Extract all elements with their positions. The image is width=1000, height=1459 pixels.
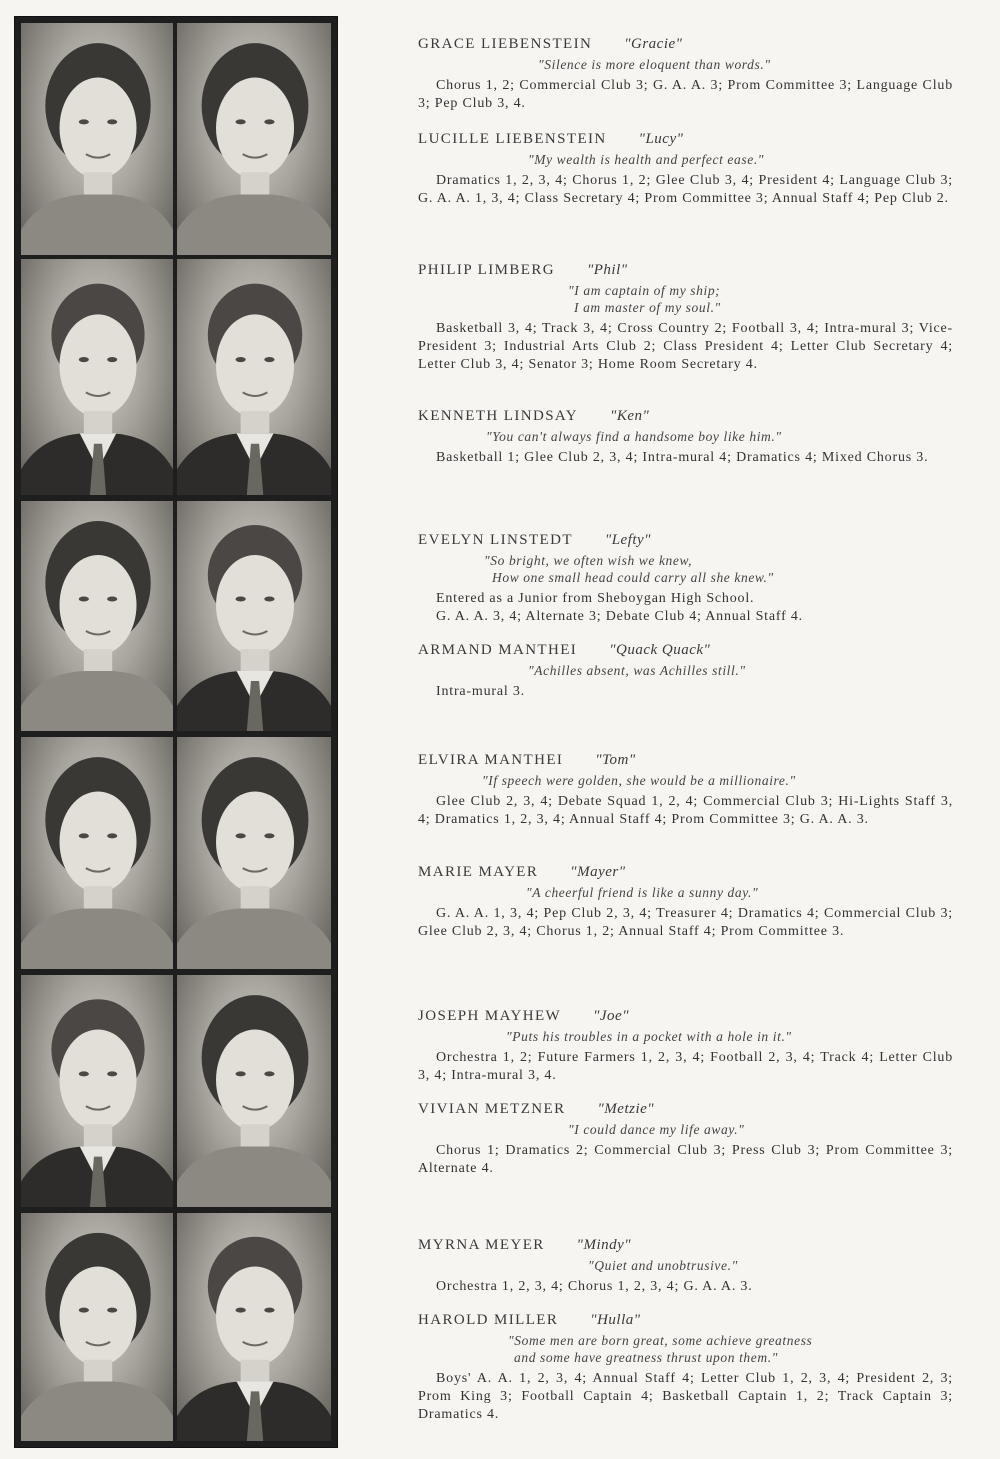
- student-nickname: "Mindy": [576, 1237, 632, 1253]
- student-activities: Basketball 1; Glee Club 2, 3, 4; Intra-mural 4; Dramatics 4; Mixed Chorus 3.: [436, 450, 929, 465]
- student-nickname: "Hulla": [590, 1312, 641, 1328]
- student-name: PHILIP LIMBERG: [418, 262, 555, 278]
- student-nickname: "Lucy": [638, 131, 684, 147]
- student-activities: Orchestra 1, 2, 3, 4; Chorus 1, 2, 3, 4; G. A. A. 3.: [436, 1279, 753, 1294]
- student-nickname: "Gracie": [624, 36, 683, 52]
- student-activities: Chorus 1, 2; Commercial Club 3; G. A. A. 3; Prom Committee 3; Language Club 3; Pep Club 3, 4.: [418, 78, 953, 111]
- student-portrait: [21, 259, 173, 495]
- student-nickname: "Joe": [593, 1008, 629, 1024]
- student-name: ELVIRA MANTHEI: [418, 752, 564, 768]
- student-entry-joseph-mayhew: [418, 1008, 953, 1085]
- student-name: EVELYN LINSTEDT: [418, 532, 573, 548]
- student-entry-vivian-metzner: [418, 1101, 953, 1178]
- student-portrait: [177, 23, 331, 255]
- student-activities: G. A. A. 1, 3, 4; Pep Club 2, 3, 4; Treasurer 4; Dramatics 4; Commercial Club 3; Glee Club 2, 3, 4; Chorus 1, 2; Annual Staff 4; Prom Committee 3.: [418, 906, 953, 939]
- student-entry-elvira-manthei: [418, 752, 953, 829]
- student-portrait: [21, 1213, 173, 1441]
- student-entry-philip-limberg: [418, 262, 953, 374]
- student-name: GRACE LIEBENSTEIN: [418, 36, 593, 52]
- student-portrait: [177, 259, 331, 495]
- student-quote: "Quiet and unobtrusive.": [588, 1258, 738, 1273]
- student-activities: Boys' A. A. 1, 2, 3, 4; Annual Staff 4; Letter Club 1, 2, 3, 4; President 2, 3; Prom King 3; Football Captain 4; Basketball Captain 1, 2; Track Captain 3; Dramatics 4.: [418, 1371, 953, 1422]
- student-name: MYRNA MEYER: [418, 1237, 545, 1253]
- student-quote: "You can't always find a handsome boy like him.": [486, 429, 782, 444]
- student-nickname: "Tom": [595, 752, 636, 768]
- student-activities: Dramatics 1, 2, 3, 4; Chorus 1, 2; Glee Club 3, 4; President 4; Language Club 3; G. A. A. 1, 3, 4; Class Secretary 4; Prom Committee 3; Annual Staff 4; Pep Club 2.: [418, 173, 953, 206]
- student-portrait: [21, 501, 173, 731]
- student-nickname: "Lefty": [604, 532, 651, 548]
- student-nickname: "Phil": [586, 262, 628, 278]
- student-entry-evelyn-linstedt: [418, 532, 953, 626]
- student-entry-marie-mayer: [418, 864, 953, 941]
- student-quote: "My wealth is health and perfect ease.": [528, 152, 765, 167]
- student-nickname: "Metzie": [597, 1101, 655, 1117]
- student-note: Entered as a Junior from Sheboygan High School.: [436, 591, 755, 606]
- student-activities: Glee Club 2, 3, 4; Debate Squad 1, 2, 4; Commercial Club 3; Hi-Lights Staff 3, 4; Dramatics 1, 2, 3, 4; Annual Staff 4; Prom Committee 3; G. A. A. 3.: [418, 794, 953, 827]
- student-quote: "If speech were golden, she would be a millionaire.": [482, 773, 796, 788]
- student-name: JOSEPH MAYHEW: [418, 1008, 562, 1024]
- student-quote-line-2: I am master of my soul.": [574, 300, 721, 315]
- student-entry-kenneth-lindsay: [418, 408, 953, 467]
- student-quote-line-1: "So bright, we often wish we knew,: [484, 553, 693, 568]
- student-entry-grace-liebenstein: [418, 36, 953, 113]
- student-quote: "A cheerful friend is like a sunny day.": [526, 885, 759, 900]
- student-nickname: "Ken": [610, 408, 650, 424]
- student-quote-line-2: How one small head could carry all she knew.": [492, 570, 774, 585]
- student-name: HAROLD MILLER: [418, 1312, 559, 1328]
- student-activities: Chorus 1; Dramatics 2; Commercial Club 3; Press Club 3; Prom Committee 3; Alternate 4.: [418, 1143, 953, 1176]
- student-portrait: [21, 23, 173, 255]
- student-portrait: [177, 1213, 331, 1441]
- student-entry-lucille-liebenstein: [418, 131, 953, 208]
- student-portrait: [177, 501, 331, 731]
- student-entry-myrna-meyer: [418, 1237, 953, 1296]
- student-activities: G. A. A. 3, 4; Alternate 3; Debate Club 4; Annual Staff 4.: [436, 609, 803, 624]
- student-quote: "Silence is more eloquent than words.": [538, 57, 771, 72]
- student-quote-line-1: "I am captain of my ship;: [568, 283, 721, 298]
- student-name: VIVIAN METZNER: [418, 1101, 566, 1117]
- student-quote: "Achilles absent, was Achilles still.": [528, 663, 746, 678]
- student-name: KENNETH LINDSAY: [418, 408, 579, 424]
- student-activities: Intra-mural 3.: [436, 684, 525, 699]
- student-entry-armand-manthei: [418, 642, 953, 701]
- student-portrait: [21, 737, 173, 969]
- student-quote-line-1: "Some men are born great, some achieve greatness: [508, 1333, 813, 1348]
- student-quote: "Puts his troubles in a pocket with a hole in it.": [506, 1029, 792, 1044]
- student-portrait: [177, 737, 331, 969]
- student-nickname: "Quack Quack": [609, 642, 711, 658]
- student-name: LUCILLE LIEBENSTEIN: [418, 131, 607, 147]
- student-quote: "I could dance my life away.": [568, 1122, 745, 1137]
- portrait-strip: [14, 16, 338, 1448]
- student-activities: Basketball 3, 4; Track 3, 4; Cross Country 2; Football 3, 4; Intra-mural 3; Vice-President 3; Industrial Arts Club 2; Class President 4; Letter Club Secretary 4; Letter Club 3, 4; Senator 3; Home Room Secretary 4.: [418, 321, 953, 372]
- student-entry-harold-miller: [418, 1312, 953, 1424]
- student-portrait: [177, 975, 331, 1207]
- student-name: MARIE MAYER: [418, 864, 539, 880]
- student-portrait: [21, 975, 173, 1207]
- student-name: ARMAND MANTHEI: [418, 642, 578, 658]
- student-nickname: "Mayer": [570, 864, 626, 880]
- student-activities: Orchestra 1, 2; Future Farmers 1, 2, 3, 4; Football 2, 3, 4; Track 4; Letter Club 3, 4; Intra-mural 3, 4.: [418, 1050, 953, 1083]
- student-quote-line-2: and some have greatness thrust upon them.": [514, 1350, 778, 1365]
